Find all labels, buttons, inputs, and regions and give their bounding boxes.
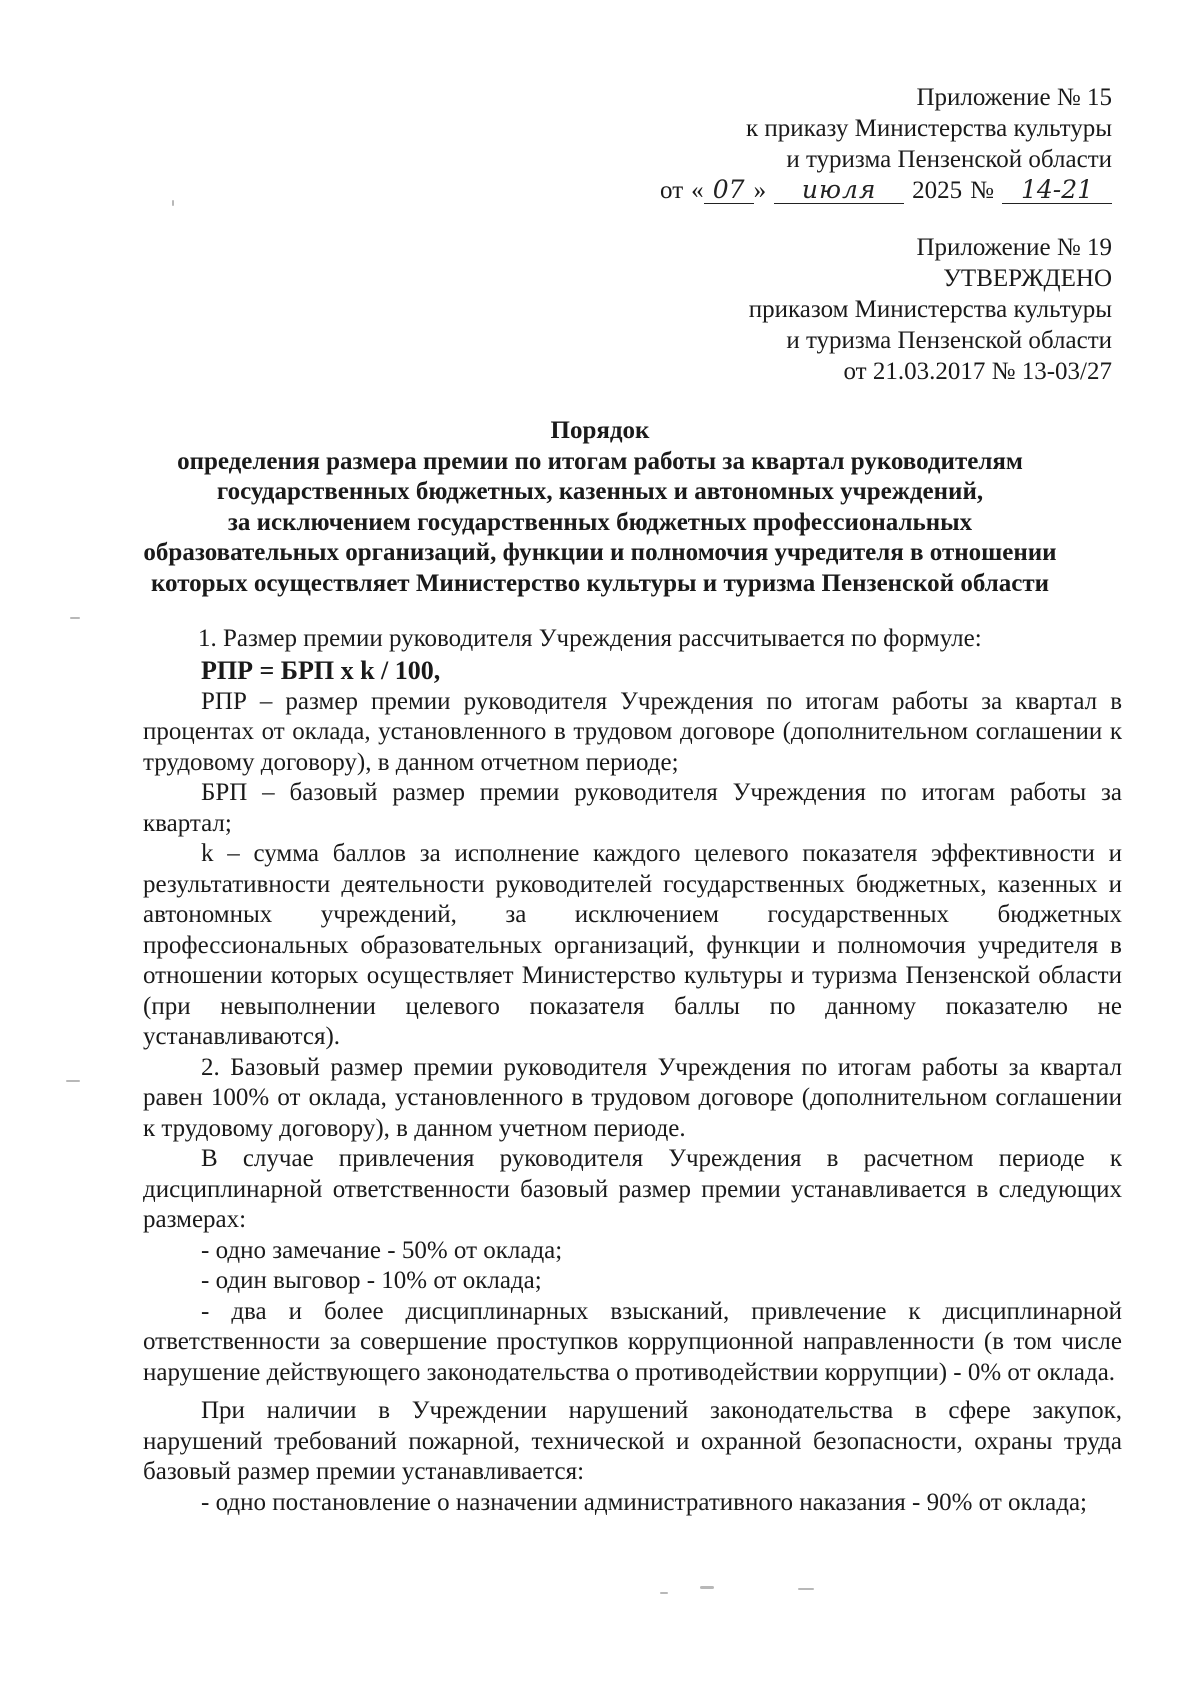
appendix-15-line3: и туризма Пензенской области — [786, 146, 1112, 173]
order-year: 2025 — [912, 177, 963, 204]
appendix-19-header — [749, 232, 1112, 387]
title-line4: за исключением государственных бюджетных профессиональных — [227, 508, 973, 536]
appendix-15-line1: Приложение № 15 — [916, 84, 1112, 111]
paragraph-3: БРП – базовый размер премии руководителя Учреждения по итогам работы за квартал; — [143, 779, 1122, 837]
order-number-handwritten: 14-21 — [1002, 177, 1112, 204]
title-line3: государственных бюджетных, казенных и автономных учреждений, — [216, 478, 984, 505]
formula: РПР = БРП x k / 100, — [201, 655, 441, 685]
appendix-15-line2: к приказу Министерства культуры — [746, 115, 1112, 142]
scan-speck — [172, 200, 174, 206]
title-line5: образовательных организаций, функции и полномочия учредителя в отношении — [143, 539, 1057, 566]
document-title — [60, 416, 1140, 599]
paragraph-5: 2. Базовый размер премии руководителя Учреждения по итогам работы за квартал равен 100% от оклада, установленного в трудовом договоре (дополнительном соглашении к трудовому договору), в данном учетном периоде. — [143, 1053, 1122, 1142]
scan-speck — [700, 1586, 714, 1589]
scan-speck — [798, 1588, 814, 1590]
order-day-handwritten: 07 — [704, 177, 754, 204]
paragraph-2: РПР – размер премии руководителя Учреждения по итогам работы за квартал в процентах от оклада, установленного в трудовом договоре (дополнительном соглашении к трудовому договору), в данном отчетном периоде; — [143, 687, 1122, 776]
paragraph-11: - одно постановление о назначении административного наказания - 90% от оклада; — [201, 1488, 1087, 1516]
scan-speck — [66, 1080, 80, 1082]
appendix-15-header — [660, 82, 1112, 206]
paragraph-1: 1. Размер премии руководителя Учреждения рассчитывается по формуле: — [198, 625, 982, 652]
appendix-19-line5: от 21.03.2017 № 13-03/27 — [843, 358, 1112, 385]
paragraph-7: - одно замечание - 50% от оклада; — [201, 1236, 563, 1264]
order-from-label: от — [660, 177, 684, 204]
document-body — [143, 624, 1122, 1518]
title-line2: определения размера премии по итогам работы за квартал руководителям — [177, 447, 1023, 475]
quote-open: « — [691, 177, 704, 204]
paragraph-8: - один выговор - 10% от оклада; — [201, 1267, 542, 1294]
paragraph-6: В случае привлечения руководителя Учреждения в расчетном периоде к дисциплинарной ответственности базовый размер премии устанавливается в следующих размерах: — [143, 1145, 1122, 1233]
appendix-19-line4: и туризма Пензенской области — [786, 327, 1112, 354]
scan-speck — [660, 1592, 668, 1594]
paragraph-10: При наличии в Учреждении нарушений законодательства в сфере закупок, нарушений требований пожарной, технической и охранной безопасности, охраны труда базовый размер премии устанавливается: — [143, 1397, 1122, 1485]
scan-speck — [70, 617, 80, 619]
approved-label: УТВЕРЖДЕНО — [943, 265, 1112, 292]
title-line1: Порядок — [550, 417, 650, 444]
appendix-19-line1: Приложение № 19 — [916, 234, 1112, 261]
paragraph-9: - два и более дисциплинарных взысканий, привлечение к дисциплинарной ответственности за совершение проступков коррупционной направленности (в том числе нарушение действующего законодательства о противодействии коррупции) - 0% от оклада. — [143, 1297, 1122, 1386]
order-month-handwritten: июля — [774, 177, 904, 204]
paragraph-4: k – сумма баллов за исполнение каждого целевого показателя эффективности и результативности деятельности руководителей государственных бюджетных, казенных и автономных учреждений, за исключением государственных бюджетных профессиональных образовательных организаций, функции и полномочия учредителя в отношении которых осуществляет Министерство культуры и туризма Пензенской области (при невыполнении целевого показателя баллы по данному показателю не устанавливаются). — [143, 840, 1122, 1050]
order-date-line — [660, 175, 1112, 206]
quote-close: » — [753, 177, 767, 204]
order-number-sign: № — [970, 177, 994, 204]
appendix-19-line3: приказом Министерства культуры — [748, 296, 1112, 323]
title-line6: которых осуществляет Министерство культуры и туризма Пензенской области — [150, 569, 1050, 597]
